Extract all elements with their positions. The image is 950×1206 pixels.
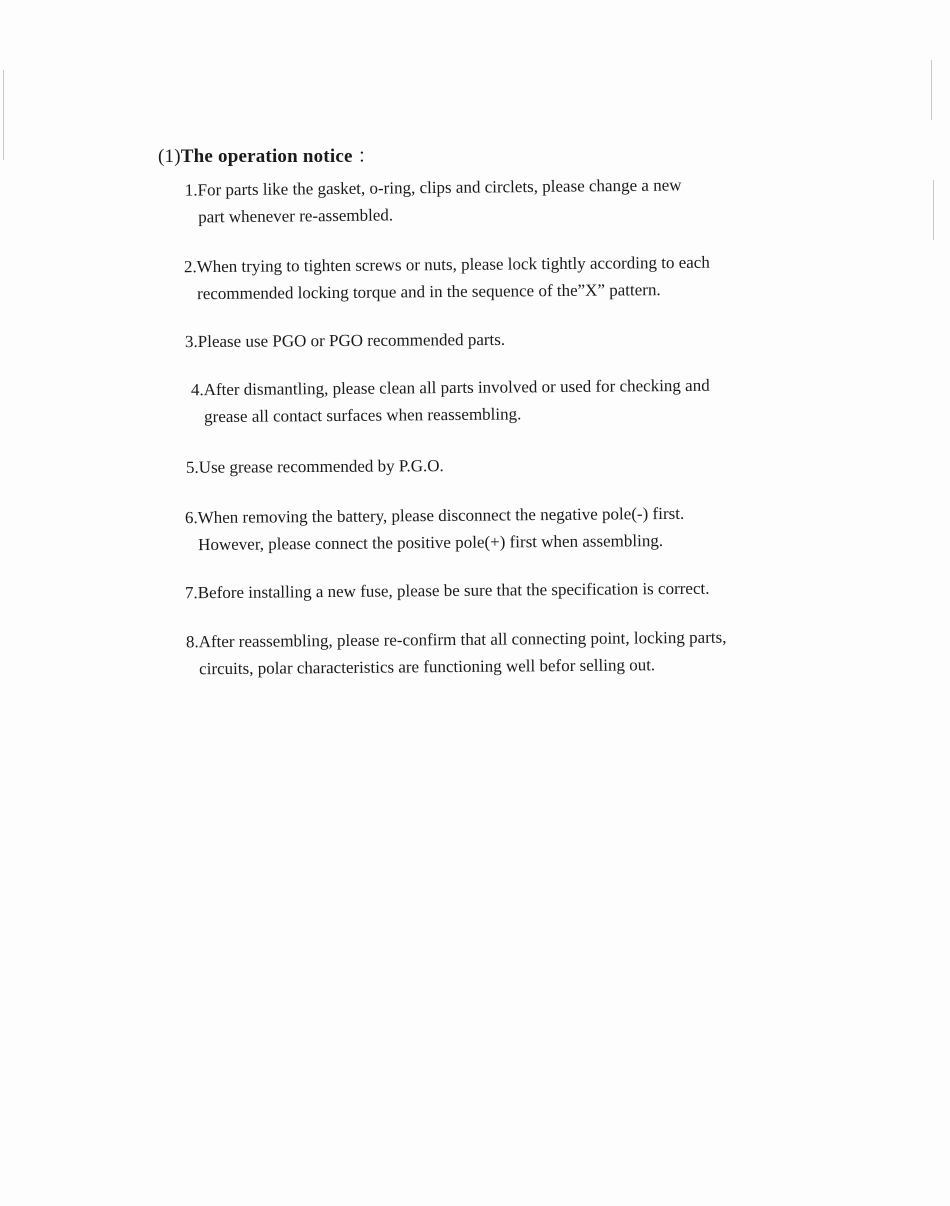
notice-colon: ： — [357, 146, 377, 167]
notice-item-5 — [186, 452, 444, 481]
notice-item-8 — [186, 624, 727, 683]
item-text-line1: For parts like the gasket, o-ring, clips and circlets, please change a new — [197, 175, 682, 200]
notice-item-7 — [185, 575, 710, 607]
item-text-line2: grease all contact surfaces when reassembling. — [204, 404, 522, 427]
scan-mark-right-lower — [933, 180, 934, 240]
notice-title: The operation notice — [180, 146, 353, 167]
item-label: 3. — [184, 332, 198, 352]
notice-item-3 — [185, 326, 505, 355]
item-text-line1: Use grease recommended by P.G.O. — [198, 456, 444, 477]
notice-number: (1) — [158, 146, 181, 167]
item-text-line1: Before installing a new fuse, please be sure that the specification is correct. — [197, 578, 710, 603]
item-label: 5. — [185, 457, 199, 477]
notice-item-2 — [184, 249, 710, 308]
notice-item-1 — [185, 171, 682, 230]
item-text-line2: However, please connect the positive pole(+) first when assembling. — [198, 531, 664, 555]
item-text-line1: When trying to tighten screws or nuts, please lock tightly according to each — [196, 252, 710, 277]
item-text-line2: recommended locking torque and in the sequence of the”X” pattern. — [197, 280, 661, 304]
item-label: 4. — [190, 380, 204, 400]
item-text-line1: After dismantling, please clean all parts involved or used for checking and — [203, 375, 710, 400]
item-label: 8. — [185, 632, 199, 652]
item-text-line1: When removing the battery, please disconnect the negative pole(-) first. — [197, 503, 685, 528]
item-label: 2. — [183, 257, 197, 277]
scan-mark-right — [931, 60, 932, 120]
notice-item-4 — [191, 372, 710, 431]
item-text-line1: After reassembling, please re-confirm that all connecting point, locking parts, — [198, 627, 727, 652]
item-text-line2: circuits, polar characteristics are functioning well befor selling out. — [199, 655, 656, 679]
scan-mark-left — [3, 70, 4, 160]
item-label: 1. — [184, 180, 198, 200]
notice-heading — [158, 141, 377, 168]
item-label: 7. — [184, 583, 198, 603]
notice-item-6 — [185, 500, 685, 558]
item-text-line2: part whenever re-assembled. — [198, 205, 394, 227]
item-label: 6. — [184, 508, 198, 528]
item-text-line1: Please use PGO or PGO recommended parts. — [197, 329, 506, 352]
